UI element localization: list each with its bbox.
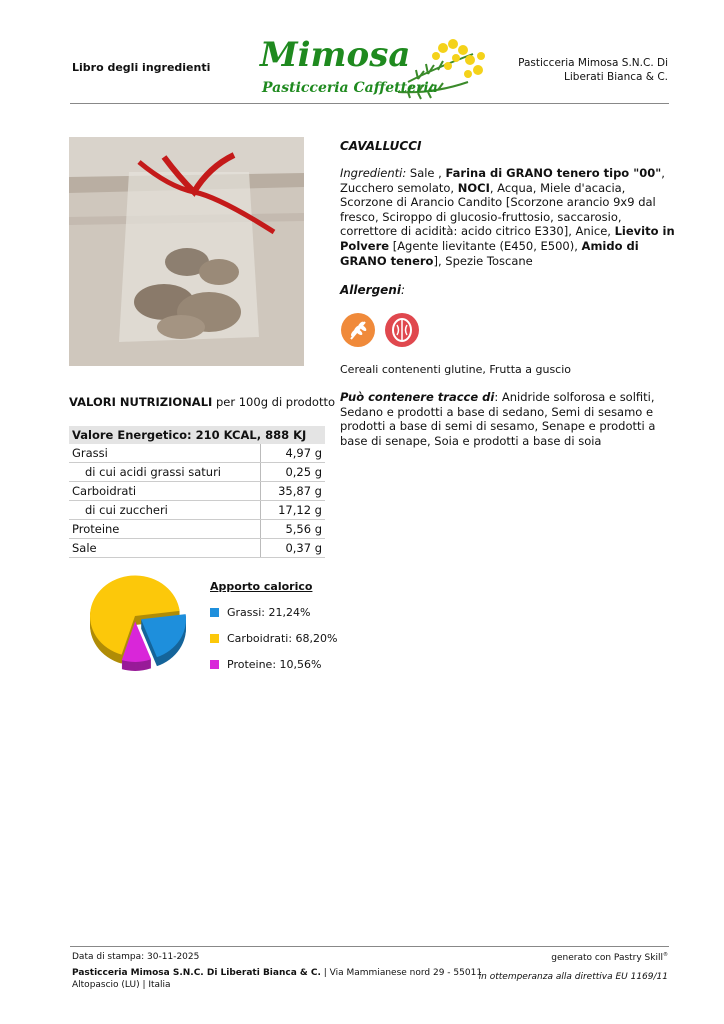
nutrition-heading-bold: VALORI NUTRIZIONALI: [69, 395, 213, 409]
product-title: CAVALLUCCI: [340, 139, 422, 153]
energy-value: Valore Energetico: 210 KCAL, 888 KJ: [69, 426, 325, 444]
footer-company: Pasticceria Mimosa S.N.C. Di Liberati Bianca & C.: [72, 968, 321, 978]
ingredient-allergen: Lievito in Polvere: [340, 224, 675, 253]
table-row: [69, 444, 325, 463]
nutrition-heading: [69, 395, 335, 409]
nutrition-heading-rest: per 100g di prodotto: [212, 395, 335, 409]
traces-label: Può contenere tracce di: [340, 390, 495, 404]
print-date: Data di stampa: 30-11-2025: [72, 952, 200, 962]
footer-city: Altopascio (LU) | Italia: [72, 980, 171, 990]
chart-legend: [210, 580, 337, 681]
ingredient-text: , Acqua, Miele d'acacia, Scorzone di Arancio Candito [Scorzone arancio 9x9 dal fresco, Sciroppo di glucosio-fruttosio, saccarosio, correttore di acidità: acido citrico E330], Anice,: [340, 180, 656, 239]
table-row: [69, 463, 325, 482]
traces-text: Può contenere tracce di: Anidride solforosa e solfiti, Sedano e prodotti a base di sedano, Semi di sesamo e prodotti a base di semi di sesamo, Senape e prodotti a base di senape, Soia e prodotti a base di soia: [340, 390, 656, 448]
ingredient-text: Sale ,: [406, 166, 446, 180]
nutrient-label: di cui zuccheri: [69, 501, 261, 520]
traces-list: Anidride solforosa e solfiti, Sedano e prodotti a base di sedano, Semi di sesamo e prodotti a base di semi di sesamo, Senape e prodotti a base di senape, Soia e prodotti a base di soia: [340, 390, 656, 448]
nutrient-value: 17,12 g: [261, 501, 326, 520]
nutrient-label: Grassi: [69, 444, 261, 463]
table-row: [69, 539, 325, 558]
ingredient-text: [Agente lievitante (E450, E500),: [389, 238, 582, 253]
legend-label: Carboidrati: 68,20%: [227, 631, 338, 645]
footer-address: [72, 967, 482, 991]
nutrient-label: Sale: [69, 539, 261, 558]
chart-title: Apporto calorico: [210, 580, 313, 593]
legend-swatch: [210, 660, 219, 669]
nutrition-table: [69, 426, 325, 558]
company-header: [498, 56, 668, 84]
document-label: Libro degli ingredienti: [72, 61, 211, 74]
ingredient-allergen: Amido di GRANO tenero: [340, 238, 639, 268]
table-row: [69, 501, 325, 520]
allergens-label: Allergeni: [340, 283, 401, 297]
generated-text: generato con Pastry Skill: [551, 953, 663, 963]
ingredients-label: Ingredienti:: [340, 166, 407, 180]
ingredient-allergen: NOCI: [457, 180, 490, 195]
legend-item: [210, 603, 337, 621]
legend-label: Proteine: 10,56%: [227, 657, 322, 671]
logo-main-text: Mimosa: [260, 35, 411, 75]
nut-icon: [384, 312, 420, 348]
energy-row: [69, 426, 325, 444]
table-row: [69, 482, 325, 501]
allergen-icons: [340, 312, 420, 350]
generated-by: generato con Pastry Skill®: [551, 952, 668, 963]
nutrient-value: 0,25 g: [261, 463, 326, 482]
ingredient-allergen: Farina di GRANO tenero tipo "00": [445, 166, 662, 180]
company-header-line2: Liberati Bianca & C.: [564, 71, 668, 83]
ingredient-text: ], Spezie Toscane: [433, 253, 533, 268]
directive-note: in ottemperanza alla direttiva EU 1169/11: [478, 972, 668, 982]
legend-item: [210, 655, 337, 673]
nutrient-value: 35,87 g: [261, 482, 326, 501]
legend-label: Grassi: 21,24%: [227, 605, 311, 619]
nutrient-label: Carboidrati: [69, 482, 261, 501]
product-photo: [69, 137, 304, 366]
logo-sub-text: Pasticceria Caffetteria: [262, 80, 438, 96]
footer-street: | Via Mammianese nord 29 - 55011: [320, 968, 483, 978]
allergens-names: Cereali contenenti glutine, Frutta a guscio: [340, 363, 572, 376]
wheat-icon: [340, 312, 376, 348]
legend-item: [210, 629, 337, 647]
legend-swatch: [210, 608, 219, 617]
nutrient-value: 0,37 g: [261, 539, 326, 558]
footer-divider: [70, 946, 669, 947]
ingredients-text: [340, 166, 676, 268]
mimosa-logo: [258, 34, 490, 102]
calorie-pie-chart: [88, 568, 196, 690]
nutrient-value: 5,56 g: [261, 520, 326, 539]
allergens-heading: Allergeni:: [340, 283, 406, 297]
company-header-line1: Pasticceria Mimosa S.N.C. Di: [518, 57, 668, 69]
nutrient-label: Proteine: [69, 520, 261, 539]
nutrient-value: 4,97 g: [261, 444, 326, 463]
table-row: [69, 520, 325, 539]
nutrient-label: di cui acidi grassi saturi: [69, 463, 261, 482]
ingredient-text: , Zucchero semolato,: [340, 166, 665, 195]
header-divider: [70, 103, 669, 104]
legend-swatch: [210, 634, 219, 643]
